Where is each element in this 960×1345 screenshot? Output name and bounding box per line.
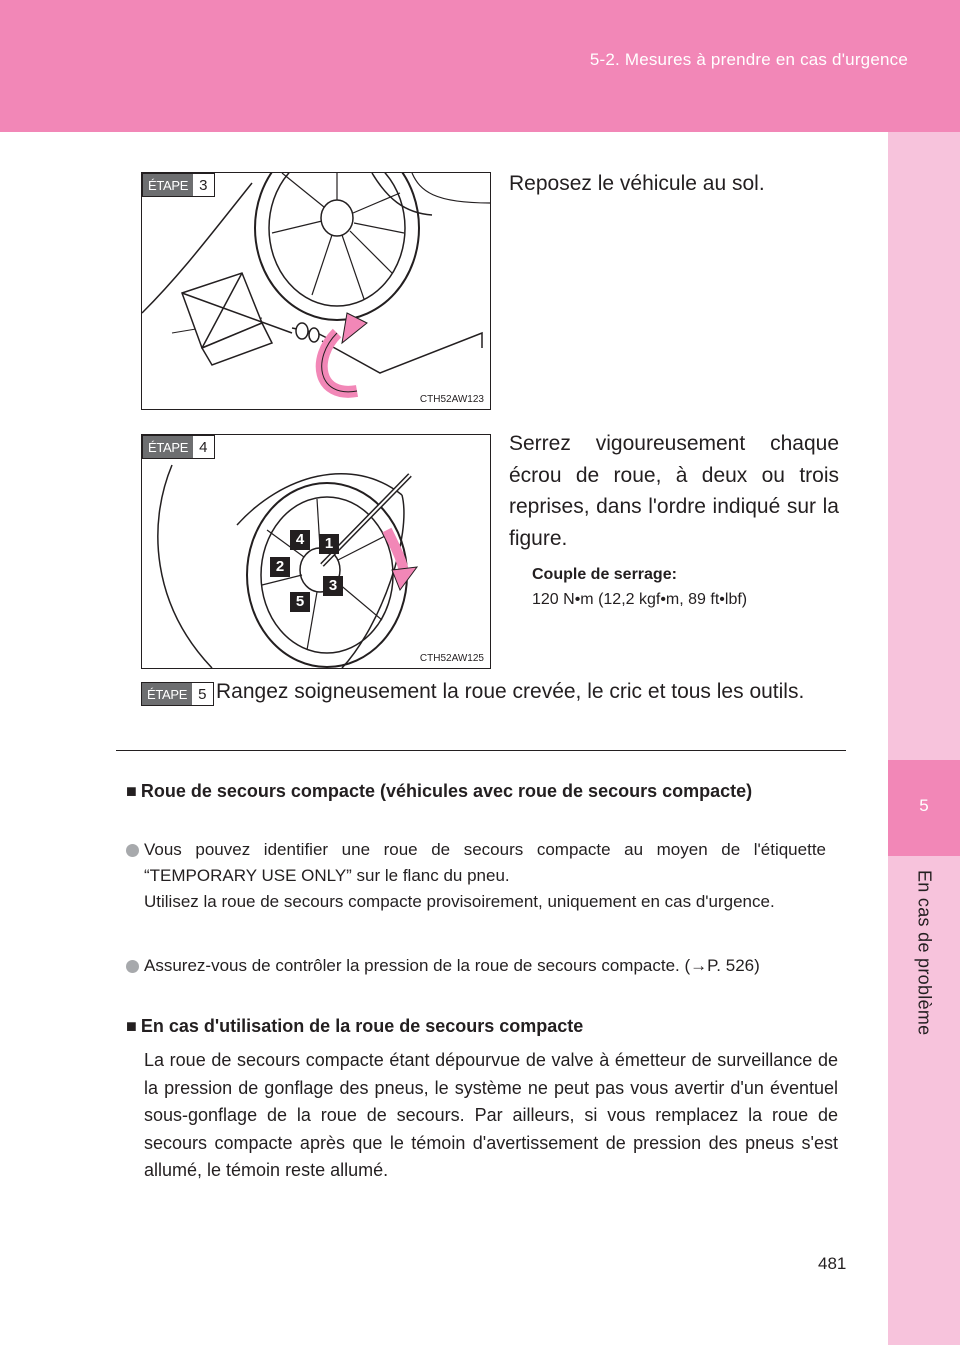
note-heading-using-compact-spare xyxy=(126,1012,838,1040)
note-heading-text: En cas d'utilisation de la roue de secours compacte xyxy=(140,1016,584,1036)
figure-code: CTH52AW123 xyxy=(419,394,484,405)
torque-value: 120 N•m (12,2 kgf•m, 89 ft•lbf) xyxy=(532,591,748,608)
step5-text: Rangez soigneusement la roue crevée, le cric et tous les outils. xyxy=(216,680,805,703)
bullet-compact-spare-pressure xyxy=(144,953,826,979)
bullet-line: Utilisez la roue de secours compacte provisoirement, uniquement en cas d'urgence. xyxy=(144,892,775,911)
step-badge-label: ÉTAPE xyxy=(143,436,193,458)
figure-code: CTH52AW125 xyxy=(419,653,484,664)
side-tab-upper xyxy=(888,132,960,760)
note-paragraph-tpms: La roue de secours compacte étant dépourvue de valve à émetteur de surveillance de la pression de gonflage des pneus, le système ne peut pas vous avertir d'un éventuel sous-gonflage de la roue de secours. Par ailleurs, si vous remplacez la roue de secours compacte après que le témoin d'avertissement de pression des pneus s'est allumé, le témoin reste allumé. xyxy=(144,1050,838,1180)
step-badge-number: 3 xyxy=(199,176,208,194)
lowering-jack-illustration xyxy=(142,173,490,409)
square-bullet-icon: ■ xyxy=(126,781,137,801)
step-badge-label: ÉTAPE xyxy=(143,174,193,196)
bullet-line: Assurez-vous de contrôler la pression de la roue de secours compacte. (→P. 526) xyxy=(144,956,760,975)
note-heading-text: Roue de secours compacte (véhicules avec roue de secours compacte) xyxy=(140,781,753,801)
page-number: 481 xyxy=(818,1254,847,1273)
circle-bullet-icon xyxy=(126,844,139,857)
step4-badge xyxy=(142,435,215,459)
nut-label-2: 2 xyxy=(270,557,290,577)
bullet-line: Vous pouvez identifier une roue de secours compacte au moyen de l'étiquette “TEMPORARY USE ONLY” sur le flanc du pneu. xyxy=(144,840,826,885)
bullet-compact-spare-identification xyxy=(144,837,826,915)
step-badge-number: 5 xyxy=(198,685,207,703)
chapter-number: 5 xyxy=(919,796,929,815)
nut-label-3: 3 xyxy=(323,576,343,596)
step4-figure xyxy=(141,434,491,669)
circle-bullet-icon xyxy=(126,960,139,973)
chapter-label: En cas de problème xyxy=(914,870,935,1036)
torque-label: Couple de serrage: xyxy=(532,566,677,583)
step-badge-number: 4 xyxy=(199,438,208,456)
tightening-nuts-illustration xyxy=(142,435,490,668)
nut-label-4: 4 xyxy=(290,530,310,550)
step-badge-label: ÉTAPE xyxy=(142,683,192,705)
nut-label-5: 5 xyxy=(290,592,310,612)
section-title: 5-2. Mesures à prendre en cas d'urgence xyxy=(589,50,908,69)
section-divider xyxy=(116,750,846,751)
step4-text: Serrez vigoureusement chaque écrou de roue, à deux ou trois reprises, dans l'ordre indiqué sur la figure. xyxy=(509,432,839,550)
step5-badge xyxy=(141,682,214,706)
step3-figure xyxy=(141,172,491,410)
square-bullet-icon: ■ xyxy=(126,1016,137,1036)
note-heading-compact-spare xyxy=(126,777,838,805)
nut-label-1: 1 xyxy=(319,534,339,554)
step3-text: Reposez le véhicule au sol. xyxy=(509,172,765,195)
step3-badge xyxy=(142,173,215,197)
